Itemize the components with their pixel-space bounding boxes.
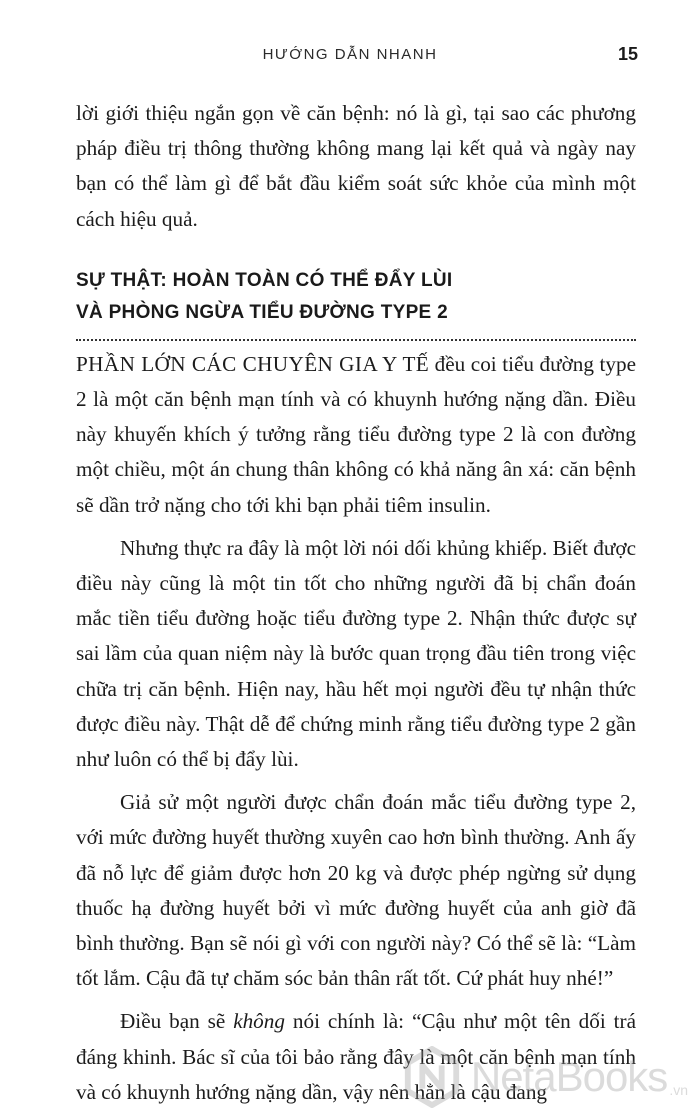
paragraph-4-emphasis: không <box>233 1009 285 1034</box>
watermark <box>401 1042 688 1112</box>
paragraph-1-lead-in: PHẦN LỚN CÁC CHUYÊN GIA Y TẾ <box>76 351 430 376</box>
paragraph-1 <box>76 347 636 523</box>
netabooks-logo-icon <box>401 1046 463 1108</box>
dotted-divider <box>76 339 636 341</box>
section-heading-line-2: VÀ PHÒNG NGỪA TIỂU ĐƯỜNG TYPE 2 <box>76 301 448 323</box>
page-number: 15 <box>617 44 638 64</box>
watermark-suffix: .vn <box>669 1082 688 1098</box>
paragraph-4-text-a: Điều bạn sẽ <box>120 1009 234 1034</box>
watermark-brand: NetaBooks <box>470 1053 668 1100</box>
section-heading-line-1: SỰ THẬT: HOÀN TOÀN CÓ THỂ ĐẨY LÙI <box>76 269 453 291</box>
section-heading <box>76 265 636 329</box>
paragraph-intro-continuation: lời giới thiệu ngắn gọn về căn bệnh: nó là gì, tại sao các phương pháp điều trị thông thường không mang lại kết quả và ngày nay bạn có thể làm gì để bắt đầu kiểm soát sức khỏe của mình một cách hiệu quả. <box>76 101 636 231</box>
paragraph-2: Nhưng thực ra đây là một lời nói dối khủng khiếp. Biết được điều này cũng là một tin tốt cho những người đã bị chẩn đoán mắc tiền tiểu đường hoặc tiểu đường type 2. Nhận thức được sự sai lầm của quan niệm này là bước quan trọng đầu tiên trong việc chữa trị căn bệnh. Hiện nay, hầu hết mọi người đều tự nhận thức được điều này. Thật dễ để chứng minh rằng tiểu đường type 2 gần như luôn có thể bị đẩy lùi. <box>76 535 636 772</box>
paragraph-1-text: đều coi tiểu đường type 2 là một căn bệnh mạn tính và có khuynh hướng nặng dần. Điều này khuyến khích ý tưởng rằng tiểu đường type 2 là con đường một chiều, một án chung thân không có khả năng ân xá: căn bệnh sẽ dần trở nặng cho tới khi bạn phải tiêm insulin. <box>76 351 636 517</box>
running-head: HƯỚNG DẪN NHANH <box>262 46 438 63</box>
paragraph-3: Giả sử một người được chẩn đoán mắc tiểu đường type 2, với mức đường huyết thường xuyên cao hơn bình thường. Anh ấy đã nỗ lực để giảm được hơn 20 kg và được phép ngừng sử dụng thuốc hạ đường huyết bởi vì mức đường huyết của anh giờ đã bình thường. Bạn sẽ nói gì với con người này? Có thể sẽ là: “Làm tốt lắm. Cậu đã tự chăm sóc bản thân rất tốt. Cứ phát huy nhé!” <box>76 790 636 991</box>
page-body <box>76 96 636 1110</box>
paragraph-4-text-b: nói chính là: “Cậu như một tên dối trá đáng khinh. Bác sĩ của tôi bảo rằng đây là một căn bệnh mạn tính và có khuynh hướng nặng dần, vậy nên hẳn là cậu đang <box>76 1009 636 1104</box>
